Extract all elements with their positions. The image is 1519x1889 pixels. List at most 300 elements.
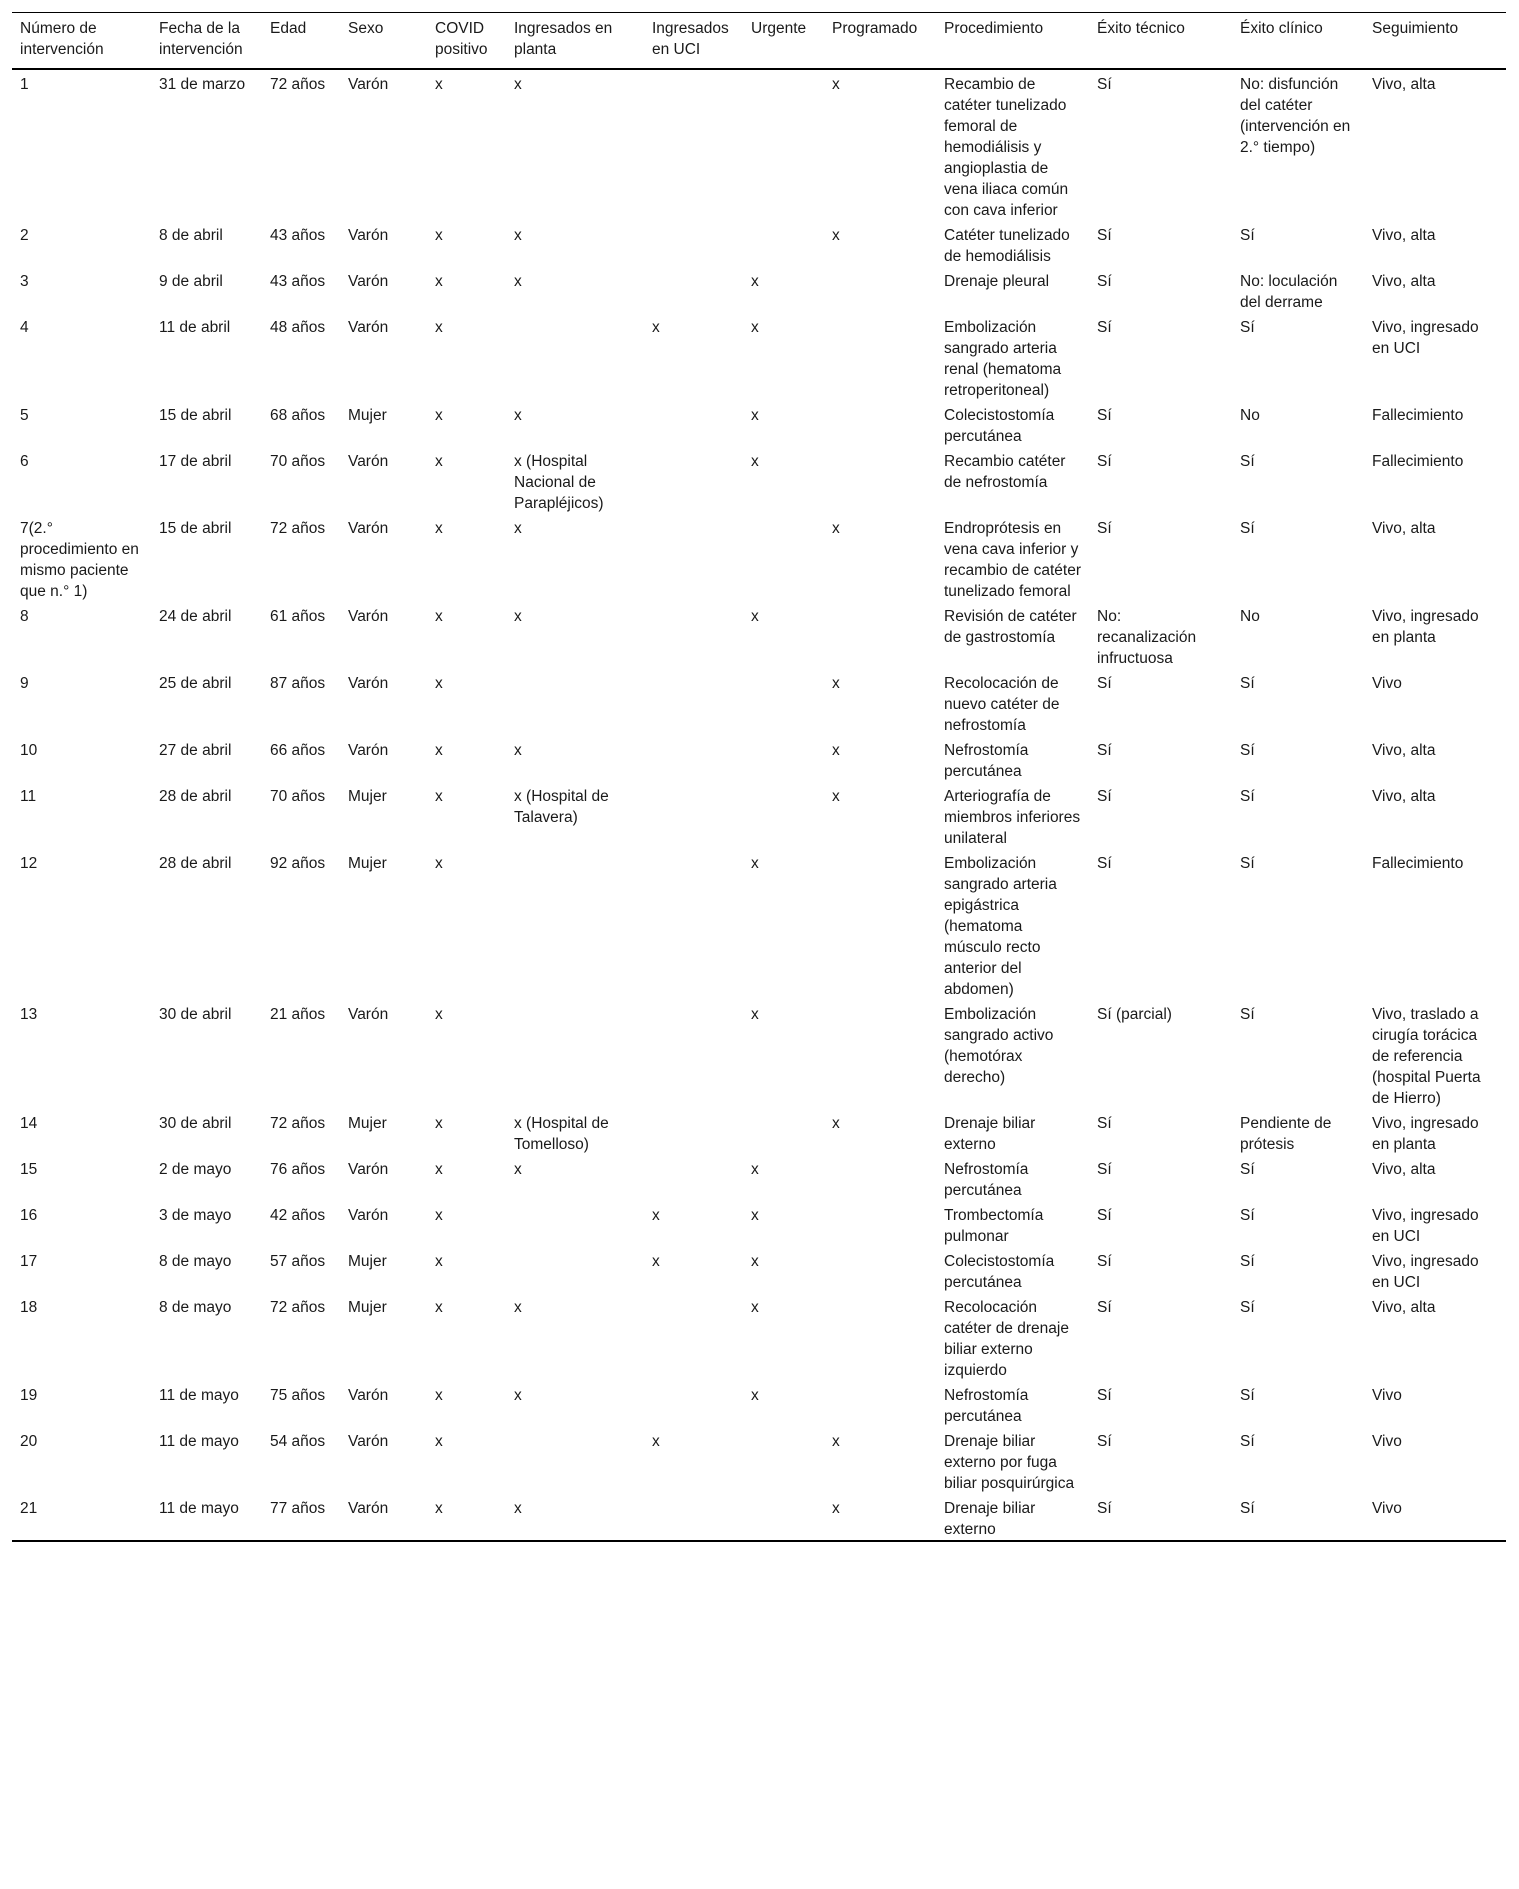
cell-programado: x [832, 1433, 840, 1450]
table-row [12, 401, 1506, 447]
cell-procedimiento: Drenaje biliar externo por fuga biliar posquirúrgica [944, 1433, 1075, 1492]
cell-fecha: 2 de mayo [159, 1161, 232, 1178]
cell-seguimiento: Fallecimiento [1372, 855, 1464, 872]
cell-uci [644, 782, 743, 849]
cell-fecha: 25 de abril [159, 675, 232, 692]
cell-uci [644, 1381, 743, 1427]
table-row [12, 782, 1506, 849]
table-row [12, 69, 1506, 221]
table-row [12, 1155, 1506, 1201]
cell-planta: x [514, 407, 522, 424]
cell-covid: x [435, 227, 443, 244]
cell-sexo: Varón [348, 227, 389, 244]
cell-exito-clinico: Sí [1240, 675, 1255, 692]
cell-sexo: Mujer [348, 788, 387, 805]
table-container [12, 12, 1506, 1542]
cell-programado: x [832, 788, 840, 805]
cell-fecha: 24 de abril [159, 608, 232, 625]
cell-programado: x [832, 1500, 840, 1517]
cell-uci [644, 602, 743, 669]
cell-uci: x [652, 1253, 660, 1270]
cell-urgente: x [751, 1006, 759, 1023]
cell-seguimiento: Vivo, ingresado en UCI [1372, 1253, 1479, 1291]
cell-covid: x [435, 407, 443, 424]
cell-exito-clinico: No: disfunción del catéter (intervención en 2.° tiempo) [1240, 76, 1351, 156]
cell-edad: 77 años [270, 1500, 326, 1517]
cell-exito-tecnico: Sí [1097, 520, 1112, 537]
table-row [12, 1381, 1506, 1427]
cell-exito-tecnico: Sí [1097, 319, 1112, 336]
cell-urgente: x [751, 407, 759, 424]
cell-programado: x [832, 76, 840, 93]
cell-exito-tecnico: Sí (parcial) [1097, 1006, 1172, 1023]
table-row [12, 1247, 1506, 1293]
cell-exito-tecnico: Sí [1097, 76, 1112, 93]
cell-covid: x [435, 1433, 443, 1450]
cell-urgente [743, 782, 824, 849]
cell-fecha: 28 de abril [159, 788, 232, 805]
header-cell-programado: Programado [832, 20, 918, 37]
cell-fecha: 11 de abril [159, 319, 231, 336]
table-row [12, 602, 1506, 669]
cell-programado [824, 1381, 936, 1427]
cell-planta: x (Hospital Nacional de Parapléjicos) [514, 453, 604, 512]
cell-exito-tecnico: Sí [1097, 273, 1112, 290]
header-cell-exito-tecnico: Éxito técnico [1097, 20, 1185, 37]
cell-fecha: 27 de abril [159, 742, 232, 759]
cell-sexo: Varón [348, 1006, 389, 1023]
cell-edad: 70 años [270, 788, 326, 805]
cell-edad: 76 años [270, 1161, 326, 1178]
cell-programado: x [832, 742, 840, 759]
cell-procedimiento: Catéter tunelizado de hemodiálisis [944, 227, 1070, 265]
cell-uci [644, 669, 743, 736]
cell-sexo: Mujer [348, 407, 387, 424]
cell-seguimiento: Vivo [1372, 1433, 1402, 1450]
cell-programado [824, 602, 936, 669]
cell-numero: 5 [20, 407, 29, 424]
cell-uci: x [652, 1433, 660, 1450]
cell-edad: 42 años [270, 1207, 326, 1224]
cell-procedimiento: Drenaje biliar externo [944, 1115, 1036, 1153]
cell-edad: 61 años [270, 608, 326, 625]
cell-numero: 7(2.° procedimiento en mismo paciente que n.° 1) [20, 520, 139, 600]
cell-numero: 10 [20, 742, 38, 759]
cell-uci [644, 1293, 743, 1381]
cell-seguimiento: Vivo, alta [1372, 227, 1436, 244]
cell-numero: 21 [20, 1500, 38, 1517]
cell-exito-clinico: Sí [1240, 1387, 1255, 1404]
cell-numero: 8 [20, 608, 29, 625]
cell-exito-clinico: Sí [1240, 453, 1255, 470]
cell-exito-clinico: Sí [1240, 227, 1255, 244]
cell-programado: x [832, 520, 840, 537]
cell-seguimiento: Vivo, alta [1372, 742, 1436, 759]
cell-covid: x [435, 1161, 443, 1178]
cell-sexo: Varón [348, 675, 389, 692]
cell-covid: x [435, 608, 443, 625]
cell-sexo: Varón [348, 520, 389, 537]
cell-uci [644, 221, 743, 267]
cell-exito-tecnico: Sí [1097, 1387, 1112, 1404]
table-row [12, 736, 1506, 782]
cell-planta: x (Hospital de Tomelloso) [514, 1115, 609, 1153]
cell-covid: x [435, 855, 443, 872]
cell-numero: 16 [20, 1207, 38, 1224]
cell-sexo: Varón [348, 1161, 389, 1178]
cell-procedimiento: Embolización sangrado arteria renal (hematoma retroperitoneal) [944, 319, 1062, 399]
cell-programado [824, 401, 936, 447]
cell-covid: x [435, 76, 443, 93]
cell-uci: x [652, 1207, 660, 1224]
table-row [12, 1427, 1506, 1494]
cell-uci [644, 1155, 743, 1201]
header-cell-sexo: Sexo [348, 20, 384, 37]
cell-procedimiento: Recolocación catéter de drenaje biliar externo izquierdo [944, 1299, 1069, 1379]
cell-exito-clinico: Sí [1240, 1433, 1255, 1450]
cell-procedimiento: Drenaje biliar externo [944, 1500, 1036, 1538]
cell-planta [506, 1201, 644, 1247]
interventions-table [12, 12, 1506, 1542]
cell-urgente: x [751, 319, 759, 336]
cell-programado [824, 313, 936, 401]
cell-procedimiento: Embolización sangrado arteria epigástrica (hematoma músculo recto anterior del abdomen) [944, 855, 1057, 998]
cell-fecha: 8 de mayo [159, 1299, 232, 1316]
cell-programado [824, 1155, 936, 1201]
cell-exito-clinico: Sí [1240, 1006, 1255, 1023]
cell-fecha: 3 de mayo [159, 1207, 232, 1224]
cell-urgente: x [751, 1161, 759, 1178]
cell-programado [824, 1201, 936, 1247]
cell-exito-tecnico: Sí [1097, 227, 1112, 244]
cell-exito-tecnico: Sí [1097, 1299, 1112, 1316]
cell-exito-clinico: Sí [1240, 855, 1255, 872]
table-row [12, 669, 1506, 736]
cell-planta [506, 1247, 644, 1293]
cell-exito-clinico: No [1240, 407, 1260, 424]
cell-edad: 43 años [270, 273, 326, 290]
cell-exito-clinico: Sí [1240, 742, 1255, 759]
cell-exito-tecnico: Sí [1097, 1500, 1112, 1517]
cell-planta: x [514, 76, 522, 93]
cell-procedimiento: Colecistostomía percutánea [944, 407, 1055, 445]
cell-procedimiento: Nefrostomía percutánea [944, 1161, 1029, 1199]
cell-urgente: x [751, 1207, 759, 1224]
cell-planta: x [514, 1387, 522, 1404]
cell-fecha: 30 de abril [159, 1115, 232, 1132]
cell-fecha: 11 de mayo [159, 1433, 239, 1450]
cell-covid: x [435, 1500, 443, 1517]
header-cell-uci: Ingresados en UCI [652, 20, 729, 58]
header-cell-urgente: Urgente [751, 20, 807, 37]
cell-edad: 92 años [270, 855, 326, 872]
cell-exito-tecnico: Sí [1097, 1115, 1112, 1132]
cell-numero: 1 [20, 76, 29, 93]
cell-numero: 11 [20, 788, 37, 805]
cell-covid: x [435, 675, 443, 692]
cell-edad: 75 años [270, 1387, 326, 1404]
cell-programado: x [832, 227, 840, 244]
cell-exito-clinico: Sí [1240, 1299, 1255, 1316]
cell-sexo: Varón [348, 273, 389, 290]
cell-seguimiento: Vivo, alta [1372, 1299, 1436, 1316]
cell-urgente [743, 514, 824, 602]
cell-procedimiento: Recambio catéter de nefrostomía [944, 453, 1066, 491]
cell-exito-clinico: Sí [1240, 319, 1255, 336]
cell-covid: x [435, 1207, 443, 1224]
cell-exito-clinico: No: loculación del derrame [1240, 273, 1338, 311]
cell-covid: x [435, 788, 443, 805]
cell-urgente [743, 1109, 824, 1155]
cell-covid: x [435, 1253, 443, 1270]
cell-planta: x [514, 1500, 522, 1517]
cell-seguimiento: Vivo, alta [1372, 76, 1436, 93]
cell-exito-clinico: Sí [1240, 520, 1255, 537]
cell-procedimiento: Trombectomía pulmonar [944, 1207, 1044, 1245]
cell-planta: x (Hospital de Talavera) [514, 788, 609, 826]
cell-covid: x [435, 742, 443, 759]
cell-programado [824, 1247, 936, 1293]
cell-urgente [743, 736, 824, 782]
cell-numero: 19 [20, 1387, 38, 1404]
table-row [12, 1109, 1506, 1155]
cell-edad: 72 años [270, 1115, 326, 1132]
table-row [12, 1201, 1506, 1247]
cell-covid: x [435, 520, 443, 537]
cell-procedimiento: Endroprótesis en vena cava inferior y recambio de catéter tunelizado femoral [944, 520, 1081, 600]
cell-covid: x [435, 1006, 443, 1023]
table-row [12, 447, 1506, 514]
table-row [12, 1494, 1506, 1541]
cell-exito-tecnico: No: recanalización infructuosa [1097, 608, 1197, 667]
cell-exito-tecnico: Sí [1097, 1207, 1112, 1224]
cell-planta: x [514, 227, 522, 244]
cell-exito-clinico: Sí [1240, 1500, 1255, 1517]
cell-fecha: 31 de marzo [159, 76, 246, 93]
table-row [12, 1293, 1506, 1381]
cell-exito-tecnico: Sí [1097, 453, 1112, 470]
cell-numero: 2 [20, 227, 29, 244]
cell-urgente: x [751, 273, 759, 290]
cell-edad: 48 años [270, 319, 326, 336]
header-cell-fecha: Fecha de la intervención [159, 20, 243, 58]
cell-procedimiento: Nefrostomía percutánea [944, 742, 1029, 780]
cell-edad: 57 años [270, 1253, 326, 1270]
cell-numero: 15 [20, 1161, 38, 1178]
cell-uci [644, 1000, 743, 1109]
cell-urgente: x [751, 1299, 759, 1316]
cell-sexo: Varón [348, 1207, 389, 1224]
cell-exito-tecnico: Sí [1097, 1161, 1112, 1178]
cell-seguimiento: Vivo, ingresado en UCI [1372, 319, 1479, 357]
cell-seguimiento: Vivo, alta [1372, 788, 1436, 805]
cell-sexo: Varón [348, 319, 389, 336]
cell-covid: x [435, 453, 443, 470]
cell-programado [824, 267, 936, 313]
cell-urgente [743, 69, 824, 221]
cell-urgente: x [751, 1387, 759, 1404]
cell-fecha: 11 de mayo [159, 1500, 239, 1517]
cell-sexo: Mujer [348, 855, 387, 872]
cell-uci [644, 1109, 743, 1155]
cell-edad: 66 años [270, 742, 326, 759]
cell-sexo: Varón [348, 453, 389, 470]
cell-exito-tecnico: Sí [1097, 788, 1112, 805]
cell-urgente: x [751, 855, 759, 872]
cell-uci [644, 267, 743, 313]
cell-programado: x [832, 1115, 840, 1132]
cell-exito-clinico: Sí [1240, 788, 1255, 805]
cell-procedimiento: Recolocación de nuevo catéter de nefrostomía [944, 675, 1060, 734]
cell-exito-clinico: No [1240, 608, 1260, 625]
cell-urgente [743, 221, 824, 267]
cell-urgente: x [751, 1253, 759, 1270]
cell-edad: 87 años [270, 675, 326, 692]
cell-uci [644, 69, 743, 221]
cell-edad: 72 años [270, 76, 326, 93]
cell-sexo: Mujer [348, 1253, 387, 1270]
cell-sexo: Varón [348, 742, 389, 759]
cell-planta [506, 669, 644, 736]
cell-numero: 14 [20, 1115, 38, 1132]
cell-planta: x [514, 273, 522, 290]
cell-procedimiento: Revisión de catéter de gastrostomía [944, 608, 1077, 646]
cell-exito-clinico: Sí [1240, 1207, 1255, 1224]
cell-uci [644, 514, 743, 602]
cell-numero: 9 [20, 675, 29, 692]
cell-procedimiento: Colecistostomía percutánea [944, 1253, 1055, 1291]
cell-fecha: 8 de mayo [159, 1253, 232, 1270]
cell-edad: 70 años [270, 453, 326, 470]
table-row [12, 514, 1506, 602]
cell-programado [824, 849, 936, 1000]
cell-covid: x [435, 1115, 443, 1132]
cell-covid: x [435, 1299, 443, 1316]
cell-urgente: x [751, 608, 759, 625]
header-cell-seguimiento: Seguimiento [1372, 20, 1459, 37]
cell-uci [644, 1494, 743, 1541]
cell-sexo: Varón [348, 76, 389, 93]
table-row [12, 1000, 1506, 1109]
cell-covid: x [435, 273, 443, 290]
cell-planta [506, 313, 644, 401]
cell-seguimiento: Vivo [1372, 1387, 1402, 1404]
cell-edad: 72 años [270, 520, 326, 537]
cell-fecha: 30 de abril [159, 1006, 232, 1023]
table-row [12, 313, 1506, 401]
cell-covid: x [435, 319, 443, 336]
cell-procedimiento: Drenaje pleural [944, 273, 1050, 290]
header-row [12, 13, 1506, 70]
cell-exito-clinico: Pendiente de prótesis [1240, 1115, 1332, 1153]
cell-numero: 18 [20, 1299, 38, 1316]
cell-urgente [743, 1494, 824, 1541]
cell-numero: 13 [20, 1006, 38, 1023]
cell-exito-clinico: Sí [1240, 1253, 1255, 1270]
cell-sexo: Varón [348, 1387, 389, 1404]
cell-procedimiento: Nefrostomía percutánea [944, 1387, 1029, 1425]
table-row [12, 849, 1506, 1000]
cell-programado: x [832, 675, 840, 692]
cell-exito-tecnico: Sí [1097, 407, 1112, 424]
cell-sexo: Mujer [348, 1115, 387, 1132]
header-cell-numero: Número de intervención [20, 20, 104, 58]
cell-urgente [743, 1427, 824, 1494]
cell-planta: x [514, 1161, 522, 1178]
cell-exito-tecnico: Sí [1097, 855, 1112, 872]
cell-seguimiento: Vivo, ingresado en planta [1372, 1115, 1479, 1153]
cell-fecha: 28 de abril [159, 855, 232, 872]
cell-planta [506, 1000, 644, 1109]
cell-fecha: 15 de abril [159, 407, 232, 424]
cell-procedimiento: Recambio de catéter tunelizado femoral de hemodiálisis y angioplastia de vena iliaca común con cava inferior [944, 76, 1069, 219]
cell-fecha: 15 de abril [159, 520, 232, 537]
cell-seguimiento: Vivo, alta [1372, 273, 1436, 290]
cell-exito-tecnico: Sí [1097, 742, 1112, 759]
cell-fecha: 9 de abril [159, 273, 223, 290]
cell-seguimiento: Vivo, alta [1372, 1161, 1436, 1178]
cell-urgente [743, 669, 824, 736]
cell-exito-tecnico: Sí [1097, 1433, 1112, 1450]
cell-edad: 21 años [270, 1006, 326, 1023]
cell-seguimiento: Vivo, ingresado en planta [1372, 608, 1479, 646]
cell-fecha: 8 de abril [159, 227, 223, 244]
cell-numero: 4 [20, 319, 29, 336]
cell-seguimiento: Fallecimiento [1372, 407, 1464, 424]
cell-seguimiento: Vivo, alta [1372, 520, 1436, 537]
cell-edad: 68 años [270, 407, 326, 424]
cell-planta [506, 1427, 644, 1494]
header-cell-exito-clinico: Éxito clínico [1240, 20, 1323, 37]
cell-uci: x [652, 319, 660, 336]
cell-exito-tecnico: Sí [1097, 1253, 1112, 1270]
header-cell-procedimiento: Procedimiento [944, 20, 1044, 37]
header-cell-edad: Edad [270, 20, 307, 37]
cell-numero: 12 [20, 855, 38, 872]
cell-seguimiento: Vivo [1372, 1500, 1402, 1517]
cell-uci [644, 401, 743, 447]
cell-edad: 43 años [270, 227, 326, 244]
cell-numero: 3 [20, 273, 29, 290]
cell-edad: 72 años [270, 1299, 326, 1316]
cell-programado [824, 447, 936, 514]
cell-numero: 17 [20, 1253, 38, 1270]
cell-planta: x [514, 608, 522, 625]
cell-fecha: 17 de abril [159, 453, 232, 470]
cell-planta: x [514, 742, 522, 759]
cell-planta: x [514, 520, 522, 537]
cell-numero: 6 [20, 453, 29, 470]
header-cell-covid: COVID positivo [435, 20, 488, 58]
cell-exito-tecnico: Sí [1097, 675, 1112, 692]
cell-seguimiento: Vivo, ingresado en UCI [1372, 1207, 1479, 1245]
cell-planta: x [514, 1299, 522, 1316]
cell-uci [644, 736, 743, 782]
cell-edad: 54 años [270, 1433, 326, 1450]
cell-urgente: x [751, 453, 759, 470]
cell-uci [644, 849, 743, 1000]
cell-procedimiento: Arteriografía de miembros inferiores unilateral [944, 788, 1081, 847]
cell-sexo: Varón [348, 608, 389, 625]
cell-numero: 20 [20, 1433, 38, 1450]
cell-exito-clinico: Sí [1240, 1161, 1255, 1178]
cell-procedimiento: Embolización sangrado activo (hemotórax derecho) [944, 1006, 1054, 1086]
header-cell-planta: Ingresados en planta [514, 20, 613, 58]
cell-uci [644, 447, 743, 514]
table-body [12, 69, 1506, 1541]
cell-sexo: Varón [348, 1500, 389, 1517]
cell-planta [506, 849, 644, 1000]
